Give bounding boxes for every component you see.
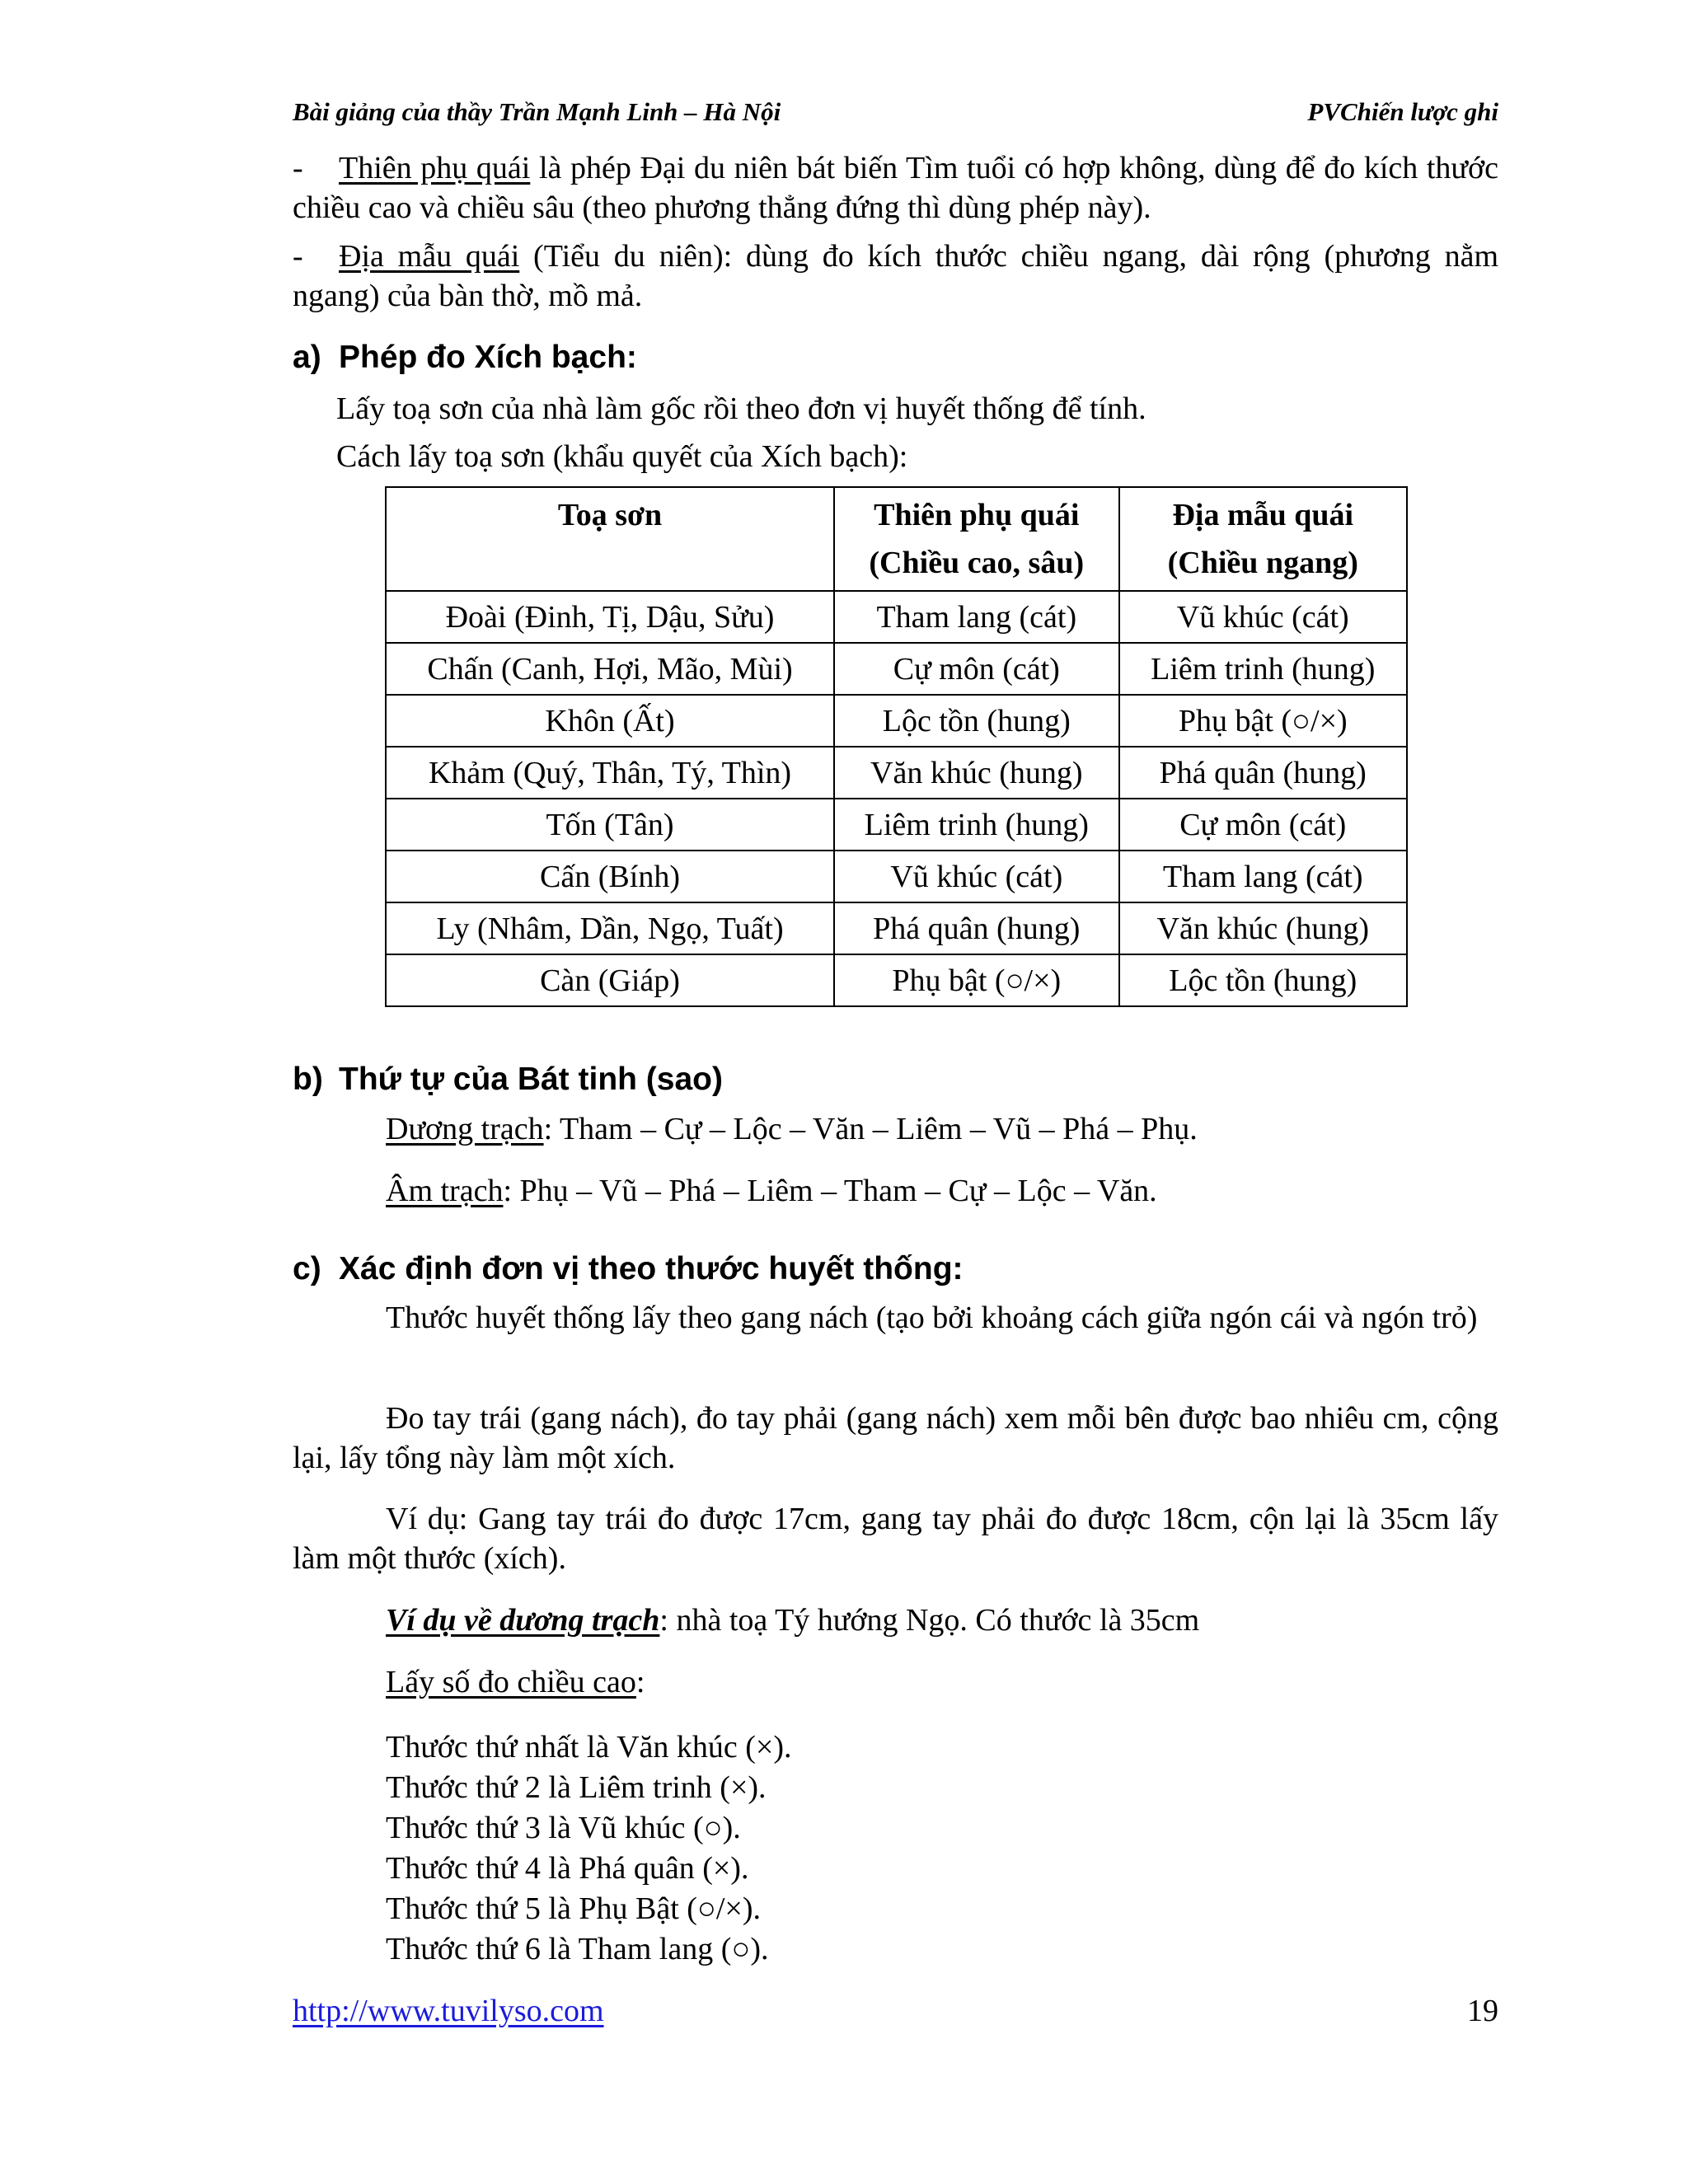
section-a-line-1: Lấy toạ sơn của nhà làm gốc rồi theo đơn vị huyết thống để tính. [336, 391, 1146, 426]
measure-list [386, 1727, 1592, 1970]
table-cell: Cự môn (cát) [834, 643, 1118, 695]
section-title: Phép đo Xích bạch: [339, 340, 637, 375]
intro-item-1-text: là phép Đại du niên bát biến Tìm tuổi có hợp không, dùng để đo kích thước chiều cao và chiều sâu (theo phương thẳng đứng thì dùng phép này). [293, 151, 1498, 225]
measure-colon: : [635, 1665, 645, 1699]
table-row [386, 591, 1407, 643]
term-dia-mau-quai: Địa mẫu quái [339, 239, 520, 274]
list-item: Thước thứ 5 là Phụ Bật (○/×). [386, 1891, 761, 1926]
list-item: Thước thứ 2 là Liêm trinh (×). [386, 1770, 767, 1805]
section-c-para-2: Đo tay trái (gang nách), đo tay phải (gang nách) xem mỗi bên được bao nhiêu cm, cộng lại, lấy tổng này làm một xích. [293, 1401, 1498, 1475]
table-cell: Tham lang (cát) [834, 591, 1118, 643]
intro-item-2 [293, 237, 1498, 316]
section-c-para-1: Thước huyết thống lấy theo gang nách (tạo bởi khoảng cách giữa ngón cái và ngón trỏ) [386, 1301, 1478, 1335]
table-cell: Liêm trinh (hung) [1119, 643, 1407, 695]
bullet-dash: - [293, 239, 303, 274]
section-c-para-3: Ví dụ: Gang tay trái đo được 17cm, gang tay phải đo được 18cm, cộn lại là 35cm lấy làm một thước (xích). [293, 1502, 1498, 1576]
example-line [386, 1601, 1592, 1640]
table-header-cell: Thiên phụ quái (Chiều cao, sâu) [834, 487, 1118, 591]
page-footer [293, 1993, 1498, 2029]
table-cell: Phá quân (hung) [1119, 747, 1407, 799]
list-item: Thước thứ nhất là Văn khúc (×). [386, 1730, 792, 1765]
table-row [386, 902, 1407, 954]
table-row [386, 747, 1407, 799]
table-cell: Phụ bật (○/×) [834, 954, 1118, 1006]
page-number: 19 [1467, 1994, 1498, 2028]
table-row [386, 643, 1407, 695]
table-cell: Phá quân (hung) [834, 902, 1118, 954]
am-trach-text: : Phụ – Vũ – Phá – Liêm – Tham – Cự – Lộc – Văn. [503, 1174, 1157, 1208]
table-cell: Văn khúc (hung) [834, 747, 1118, 799]
table-row [386, 695, 1407, 747]
section-title: Xác định đơn vị theo thước huyết thống: [339, 1251, 964, 1286]
example-title: Ví dụ về dương trạch [386, 1603, 660, 1638]
table-header-cell: Địa mẫu quái (Chiều ngang) [1119, 487, 1407, 591]
table-cell: Ly (Nhâm, Dần, Ngọ, Tuất) [386, 902, 834, 954]
table-cell: Tốn (Tân) [386, 799, 834, 851]
website-link[interactable]: http://www.tuvilyso.com [293, 1994, 604, 2028]
section-a-heading [293, 340, 637, 376]
section-marker: a) [293, 340, 321, 375]
table-cell: Càn (Giáp) [386, 954, 834, 1006]
page-header [293, 97, 1498, 127]
header-left: Bài giảng của thầy Trần Mạnh Linh – Hà Nội [293, 97, 781, 126]
table-row [386, 954, 1407, 1006]
duong-trach-line [386, 1109, 1592, 1149]
table-cell: Lộc tồn (hung) [1119, 954, 1407, 1006]
table-header-cell: Toạ sơn [386, 487, 834, 591]
section-b-heading [293, 1062, 723, 1098]
am-trach-line [386, 1171, 1592, 1211]
list-item: Thước thứ 3 là Vũ khúc (○). [386, 1811, 741, 1845]
section-a-line-2: Cách lấy toạ sơn (khẩu quyết của Xích bạch): [336, 439, 908, 474]
duong-trach-text: : Tham – Cự – Lộc – Văn – Liêm – Vũ – Phá – Phụ. [543, 1112, 1198, 1146]
table-cell: Vũ khúc (cát) [1119, 591, 1407, 643]
table-cell: Vũ khúc (cát) [834, 851, 1118, 902]
table-cell: Khôn (Ất) [386, 695, 834, 747]
table-cell: Cấn (Bính) [386, 851, 834, 902]
measure-label: Lấy số đo chiều cao [386, 1665, 636, 1699]
table-row [386, 851, 1407, 902]
table-cell: Phụ bật (○/×) [1119, 695, 1407, 747]
bullet-dash: - [293, 151, 303, 185]
term-thien-phu-quai: Thiên phụ quái [339, 151, 531, 185]
table-cell: Liêm trinh (hung) [834, 799, 1118, 851]
section-title: Thứ tự của Bát tinh (sao) [339, 1062, 723, 1097]
table-cell: Văn khúc (hung) [1119, 902, 1407, 954]
list-item: Thước thứ 4 là Phá quân (×). [386, 1851, 749, 1886]
table-cell: Chấn (Canh, Hợi, Mão, Mùi) [386, 643, 834, 695]
measure-label-line [386, 1662, 1592, 1702]
duong-trach-label: Dương trạch [386, 1112, 544, 1146]
table-cell: Đoài (Đinh, Tị, Dậu, Sửu) [386, 591, 834, 643]
section-marker: b) [293, 1062, 323, 1097]
section-marker: c) [293, 1251, 321, 1286]
table-cell: Lộc tồn (hung) [834, 695, 1118, 747]
intro-item-1 [293, 148, 1498, 227]
table-cell: Cự môn (cát) [1119, 799, 1407, 851]
example-text: : nhà toạ Tý hướng Ngọ. Có thước là 35cm [659, 1603, 1200, 1638]
table-row [386, 799, 1407, 851]
table-cell: Khảm (Quý, Thân, Tý, Thìn) [386, 747, 834, 799]
am-trach-label: Âm trạch [386, 1174, 504, 1208]
intro-item-2-text: (Tiểu du niên): dùng đo kích thước chiều ngang, dài rộng (phương nằm ngang) của bàn thờ, mồ mả. [293, 239, 1499, 313]
table-header-row [386, 487, 1407, 591]
table-cell: Tham lang (cát) [1119, 851, 1407, 902]
xich-bach-table [385, 486, 1408, 1007]
list-item: Thước thứ 6 là Tham lang (○). [386, 1932, 769, 1966]
section-c-heading [293, 1251, 964, 1287]
header-right: PVChiến lược ghi [1307, 97, 1498, 126]
